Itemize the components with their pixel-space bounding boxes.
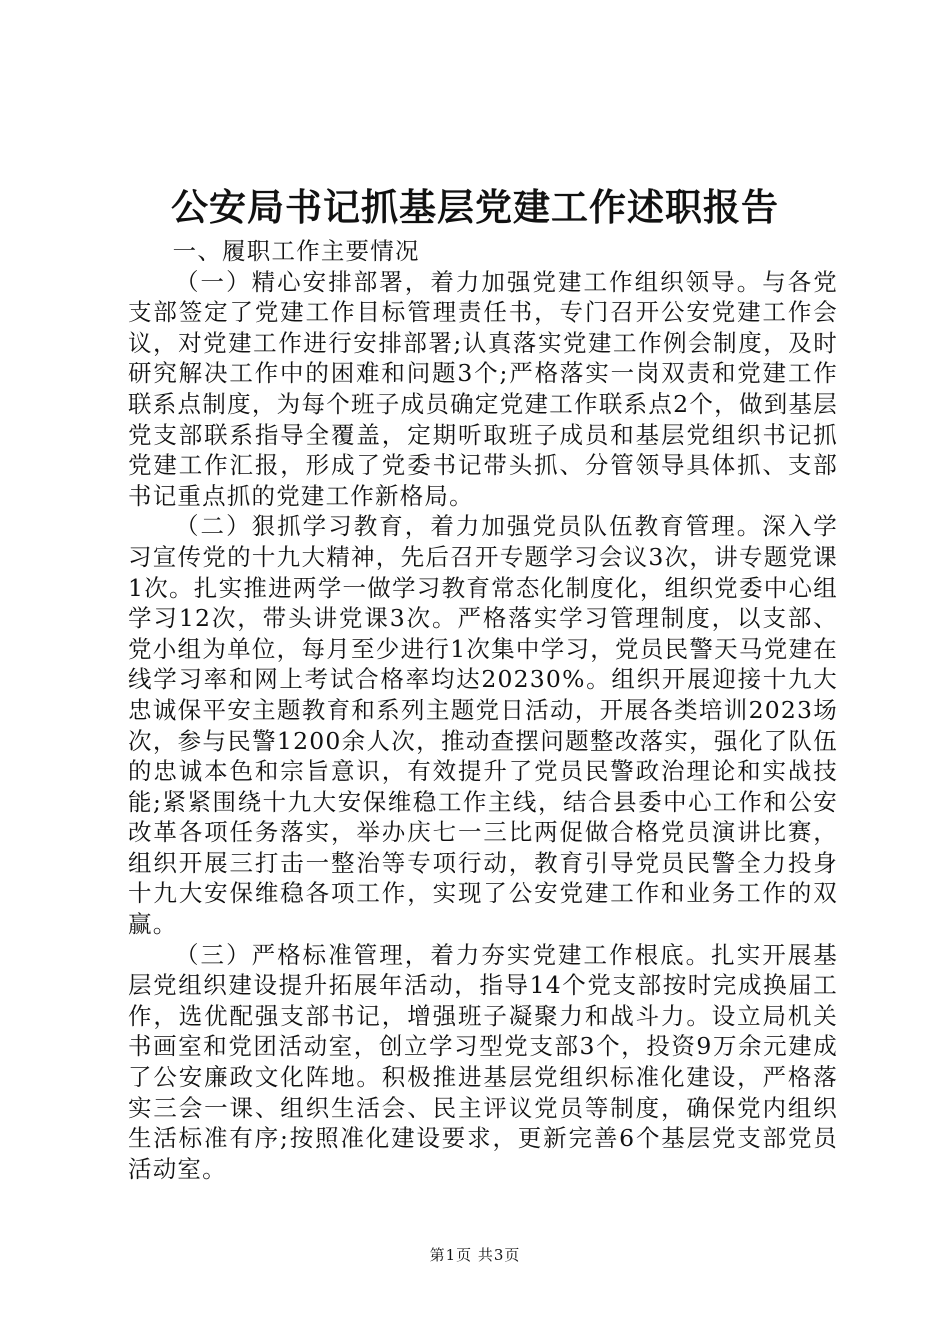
paragraph-1: （一）精心安排部署，着力加强党建工作组织领导。与各党支部签定了党建工作目标管理责任书，专门召开公安党建工作会议，对党建工作进行安排部署;认真落实党建工作例会制度，及时研究解决工作中的困难和问题3个;严格落实一岗双责和党建工作联系点制度，为每个班子成员确定党建工作联系点2个，做到基层党支部联系指导全覆盖，定期听取班子成员和基层党组织书记抓党建工作汇报，形成了党委书记带头抓、分管领导具体抓、支部书记重点抓的党建工作新格局。 [128,267,838,510]
document-title: 公安局书记抓基层党建工作述职报告 [171,185,779,229]
paragraph-3: （三）严格标准管理，着力夯实党建工作根底。扎实开展基层党组织建设提升拓展年活动，指导14个党支部按时完成换届工作，选优配强支部书记，增强班子凝聚力和战斗力。设立局机关书画室和党团活动室，创立学习型党支部3个，投资9万余元建成了公安廉政文化阵地。积极推进基层党组织标准化建设，严格落实三会一课、组织生活会、民主评议党员等制度，确保党内组织生活标准有序;按照准化建设要求，更新完善6个基层党支部党员活动室。 [128,940,838,1183]
page-footer: 第1页 共3页 [429,1246,521,1264]
paragraph-2: （二）狠抓学习教育，着力加强党员队伍教育管理。深入学习宣传党的十九大精神，先后召开专题学习会议3次，讲专题党课1次。扎实推进两学一做学习教育常态化制度化，组织党委中心组学习12次，带头讲党课3次。严格落实学习管理制度，以支部、党小组为单位，每月至少进行1次集中学习，党员民警天马党建在线学习率和网上考试合格率均达20230%。组织开展迎接十九大忠诚保平安主题教育和系列主题党日活动，开展各类培训2023场次，参与民警1200余人次，推动查摆问题整改落实，强化了队伍的忠诚本色和宗旨意识，有效提升了党员民警政治理论和实战技能;紧紧围绕十九大安保维稳工作主线，结合县委中心工作和公安改革各项任务落实，举办庆七一三比两促做合格党员演讲比赛，组织开展三打击一整治等专项行动，教育引导党员民警全力投身十九大安保维稳各项工作，实现了公安党建工作和业务工作的双赢。 [128,512,838,939]
document-body [128,236,838,1184]
section-heading: 一、履职工作主要情况 [172,237,420,265]
